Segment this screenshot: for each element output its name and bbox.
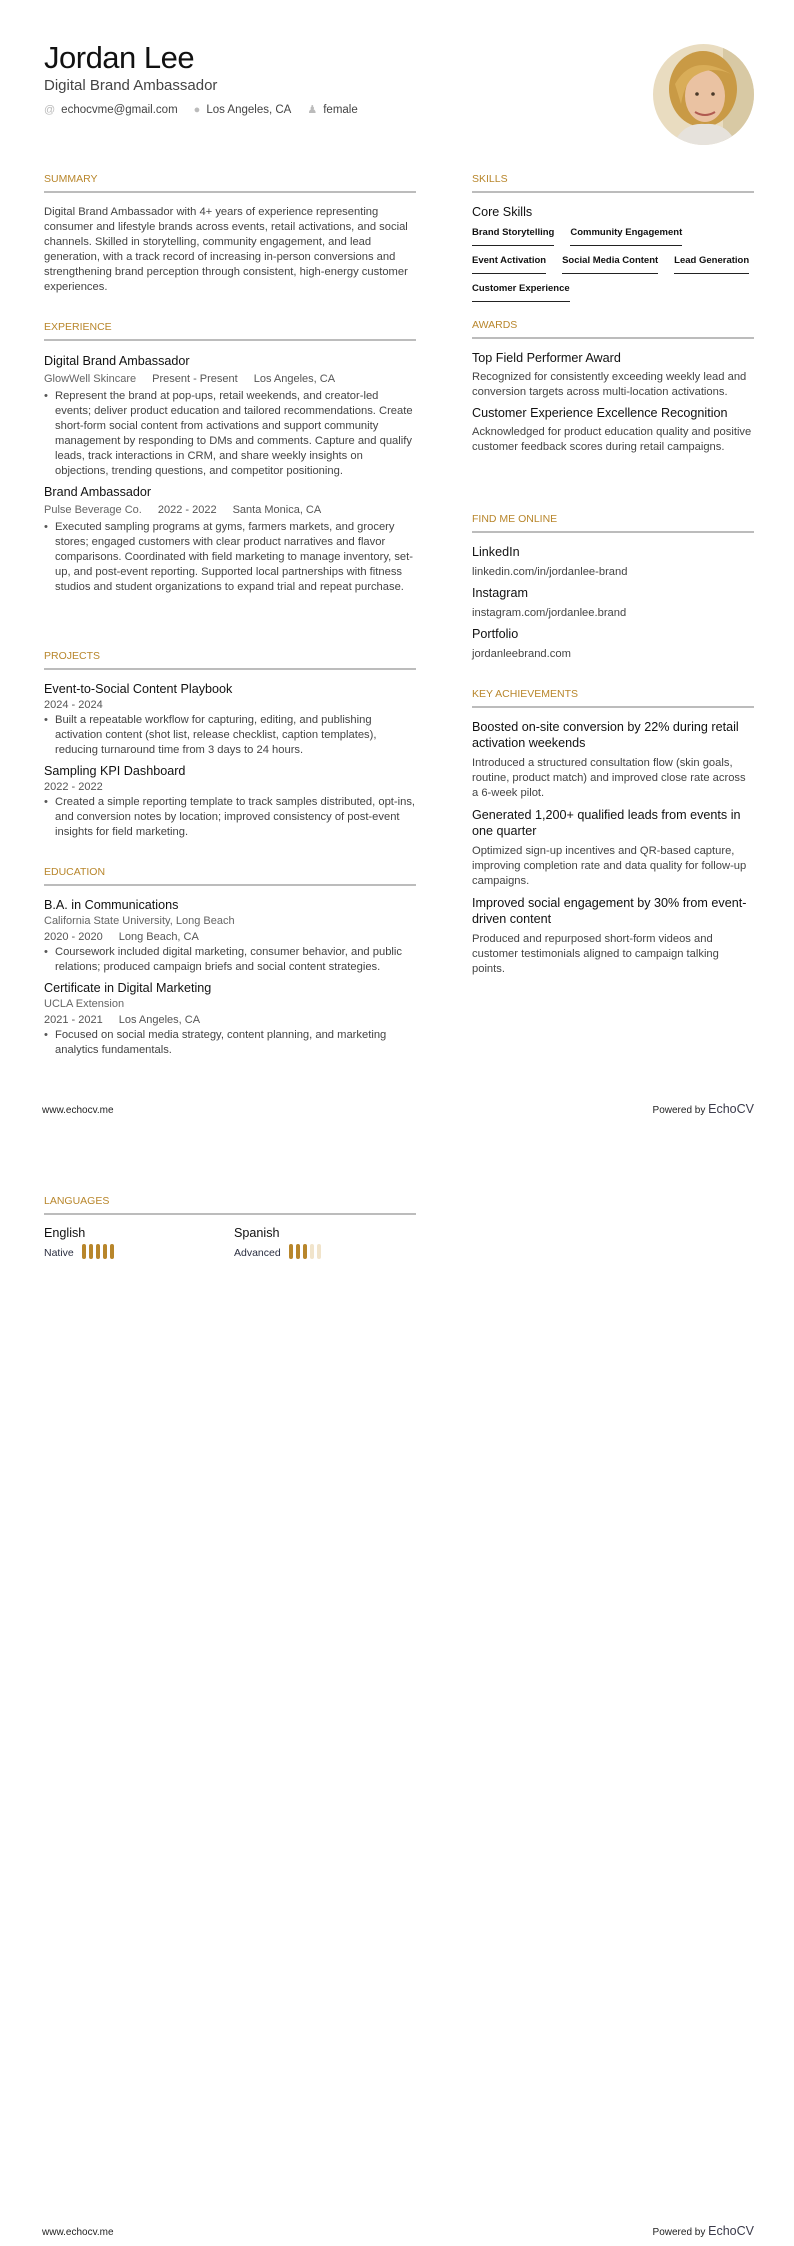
section-heading: FIND ME ONLINE bbox=[472, 513, 558, 525]
link-url[interactable]: instagram.com/jordanlee.brand bbox=[472, 607, 627, 619]
language-name: Spanish bbox=[234, 1226, 280, 1240]
skills-section bbox=[472, 173, 754, 308]
proficiency-bar bbox=[82, 1244, 86, 1259]
brand-link[interactable]: EchoCV bbox=[708, 2224, 754, 2238]
proficiency-bar bbox=[96, 1244, 100, 1259]
skill-tag: Brand Storytelling bbox=[472, 224, 554, 246]
education-item bbox=[44, 897, 416, 975]
proficiency-bar bbox=[103, 1244, 107, 1259]
location: Santa Monica, CA bbox=[232, 504, 322, 516]
footer-site[interactable]: www.echocv.me bbox=[42, 2227, 114, 2238]
location: Los Angeles, CA bbox=[253, 373, 336, 385]
person-icon: ♟ bbox=[307, 104, 318, 116]
skill-tag: Lead Generation bbox=[674, 252, 749, 274]
experience-section bbox=[44, 321, 416, 595]
profile-photo bbox=[653, 44, 754, 145]
skill-group-title: Core Skills bbox=[472, 205, 533, 219]
achievement-title: Improved social engagement by 30% from event-driven content bbox=[472, 896, 747, 926]
footer-site[interactable]: www.echocv.me bbox=[42, 1105, 114, 1116]
education-section bbox=[44, 866, 416, 1058]
language-item bbox=[44, 1225, 234, 1261]
powered-by bbox=[653, 1102, 754, 1116]
location: Long Beach, CA bbox=[118, 931, 199, 943]
proficiency-bar bbox=[289, 1244, 293, 1259]
company: Pulse Beverage Co. bbox=[44, 504, 142, 516]
bullet: • Created a simple reporting template to track samples distributed, opt-ins, and conversion notes by location; improved consistency of post-event insights for field marketing. bbox=[44, 795, 416, 840]
powered-label: Powered by bbox=[652, 1105, 706, 1116]
gender: female bbox=[323, 103, 358, 116]
divider bbox=[44, 668, 416, 670]
location: Los Angeles, CA bbox=[206, 103, 292, 116]
achievement-desc: Optimized sign-up incentives and QR-based capture, improving completion rate and data quality for follow-up campaigns. bbox=[472, 845, 747, 887]
award-title: Top Field Performer Award bbox=[472, 351, 621, 365]
divider bbox=[472, 706, 754, 708]
dates: 2021 - 2021 bbox=[44, 1014, 103, 1026]
location: Los Angeles, CA bbox=[118, 1014, 201, 1026]
bullet: • Represent the brand at pop-ups, retail weekends, and creator-led events; deliver product education and tailored recommendations. Create short-form social content from activations and support community management by responding to DMs and comments. Capture and qualify leads, track interactions in CRM, and share weekly insights on objections, trending questions, and competitor positioning. bbox=[44, 389, 416, 479]
project-title: Event-to-Social Content Playbook bbox=[44, 682, 233, 696]
candidate-name: Jordan Lee bbox=[44, 40, 195, 75]
section-heading: LANGUAGES bbox=[44, 1195, 110, 1207]
link-label: Portfolio bbox=[472, 627, 519, 641]
bullet: • Focused on social media strategy, content planning, and marketing analytics fundamentals. bbox=[44, 1028, 416, 1058]
divider bbox=[472, 531, 754, 533]
divider bbox=[44, 884, 416, 886]
online-section bbox=[472, 513, 754, 663]
language-name: English bbox=[44, 1226, 86, 1240]
location-pin-icon: ● bbox=[193, 103, 201, 116]
proficiency-bar bbox=[310, 1244, 314, 1259]
company: GlowWell Skincare bbox=[44, 373, 137, 385]
degree: Certificate in Digital Marketing bbox=[44, 981, 212, 995]
project-item bbox=[44, 681, 416, 758]
achievement-title: Generated 1,200+ qualified leads from events in one quarter bbox=[472, 808, 741, 838]
at-icon: @ bbox=[44, 103, 56, 116]
link-label: Instagram bbox=[472, 586, 528, 600]
award-title: Customer Experience Excellence Recognition bbox=[472, 406, 728, 420]
bullet: • Built a repeatable workflow for capturing, editing, and publishing activation content (shot list, release checklist, caption templates), reducing turnaround time from 3 days to 24 hours. bbox=[44, 713, 416, 758]
languages-section bbox=[44, 1195, 416, 1261]
divider bbox=[44, 339, 416, 341]
degree: B.A. in Communications bbox=[44, 898, 179, 912]
divider bbox=[472, 337, 754, 339]
achievement-desc: Introduced a structured consultation flow (skin goals, routine, product match) and improved close rate across a 6-week pilot. bbox=[472, 757, 746, 799]
summary-section bbox=[44, 173, 416, 295]
proficiency-bar bbox=[303, 1244, 307, 1259]
education-item bbox=[44, 980, 416, 1058]
contact-info bbox=[44, 103, 358, 116]
email[interactable]: echocvme@gmail.com bbox=[61, 103, 178, 116]
experience-item bbox=[44, 353, 416, 479]
achievement-desc: Produced and repurposed short-form videos and customer testimonials aligned to campaign talking points. bbox=[472, 933, 719, 975]
section-heading: EDUCATION bbox=[44, 866, 106, 878]
awards-section bbox=[472, 319, 754, 455]
skill-tags bbox=[472, 224, 754, 308]
skill-tag: Community Engagement bbox=[570, 224, 682, 246]
bullet: • Coursework included digital marketing, consumer behavior, and public relations; produced campaign briefs and social content strategies. bbox=[44, 945, 416, 975]
projects-section bbox=[44, 650, 416, 840]
language-item bbox=[234, 1225, 321, 1261]
language-level: Native bbox=[44, 1247, 74, 1259]
section-heading: PROJECTS bbox=[44, 650, 101, 662]
project-title: Sampling KPI Dashboard bbox=[44, 764, 186, 778]
section-heading: SUMMARY bbox=[44, 173, 98, 185]
divider bbox=[472, 191, 754, 193]
project-item bbox=[44, 763, 416, 840]
section-heading: KEY ACHIEVEMENTS bbox=[472, 688, 579, 700]
proficiency-bars bbox=[289, 1244, 321, 1259]
school: California State University, Long Beach bbox=[44, 915, 235, 927]
achievement-title: Boosted on-site conversion by 22% during retail activation weekends bbox=[472, 720, 739, 750]
link-label: LinkedIn bbox=[472, 545, 520, 559]
proficiency-bar bbox=[296, 1244, 300, 1259]
summary-text: Digital Brand Ambassador with 4+ years of experience representing consumer and lifestyle brands across events, retail activations, and social channels. Skilled in storytelling, community engagement, and lead generation, with a track record of increasing in-person conversions and strengthening brand perception through consistent, high-energy customer experiences. bbox=[44, 206, 408, 293]
dates: 2022 - 2022 bbox=[44, 781, 103, 793]
experience-item bbox=[44, 484, 416, 595]
bullet: • Executed sampling programs at gyms, farmers markets, and grocery stores; engaged customers with clear product narratives and flavor comparisons. Coordinated with field marketing to manage inventory, set-up, and post-event reporting. Supported local partnerships with fitness studios and student organizations to expand trial and repeat purchase. bbox=[44, 520, 416, 595]
award-desc: Acknowledged for product education quality and positive customer feedback scores during retail campaigns. bbox=[472, 426, 752, 453]
job-title: Brand Ambassador bbox=[44, 485, 152, 499]
proficiency-bar bbox=[110, 1244, 114, 1259]
section-heading: SKILLS bbox=[472, 173, 508, 185]
divider bbox=[44, 191, 416, 193]
dates: 2024 - 2024 bbox=[44, 699, 103, 711]
brand-link[interactable]: EchoCV bbox=[708, 1102, 754, 1116]
dates: 2022 - 2022 bbox=[157, 504, 217, 516]
proficiency-bars bbox=[82, 1244, 114, 1259]
section-heading: AWARDS bbox=[472, 319, 518, 331]
dates: 2020 - 2020 bbox=[44, 931, 103, 943]
school: UCLA Extension bbox=[44, 998, 125, 1010]
proficiency-bar bbox=[317, 1244, 321, 1259]
skill-tag: Social Media Content bbox=[562, 252, 658, 274]
language-level: Advanced bbox=[234, 1247, 281, 1259]
skill-tag: Customer Experience bbox=[472, 280, 570, 302]
section-heading: EXPERIENCE bbox=[44, 321, 112, 333]
dates: Present - Present bbox=[152, 373, 238, 385]
job-title: Digital Brand Ambassador bbox=[44, 354, 190, 368]
divider bbox=[44, 1213, 416, 1215]
link-url[interactable]: linkedin.com/in/jordanlee-brand bbox=[472, 566, 628, 578]
proficiency-bar bbox=[89, 1244, 93, 1259]
powered-by bbox=[653, 2224, 754, 2238]
candidate-title: Digital Brand Ambassador bbox=[44, 77, 218, 94]
award-desc: Recognized for consistently exceeding weekly lead and conversion targets across multi-location activations. bbox=[472, 371, 747, 398]
achievements-section bbox=[472, 688, 754, 977]
skill-tag: Event Activation bbox=[472, 252, 546, 274]
powered-label: Powered by bbox=[652, 2227, 706, 2238]
link-url[interactable]: jordanleebrand.com bbox=[472, 648, 571, 660]
